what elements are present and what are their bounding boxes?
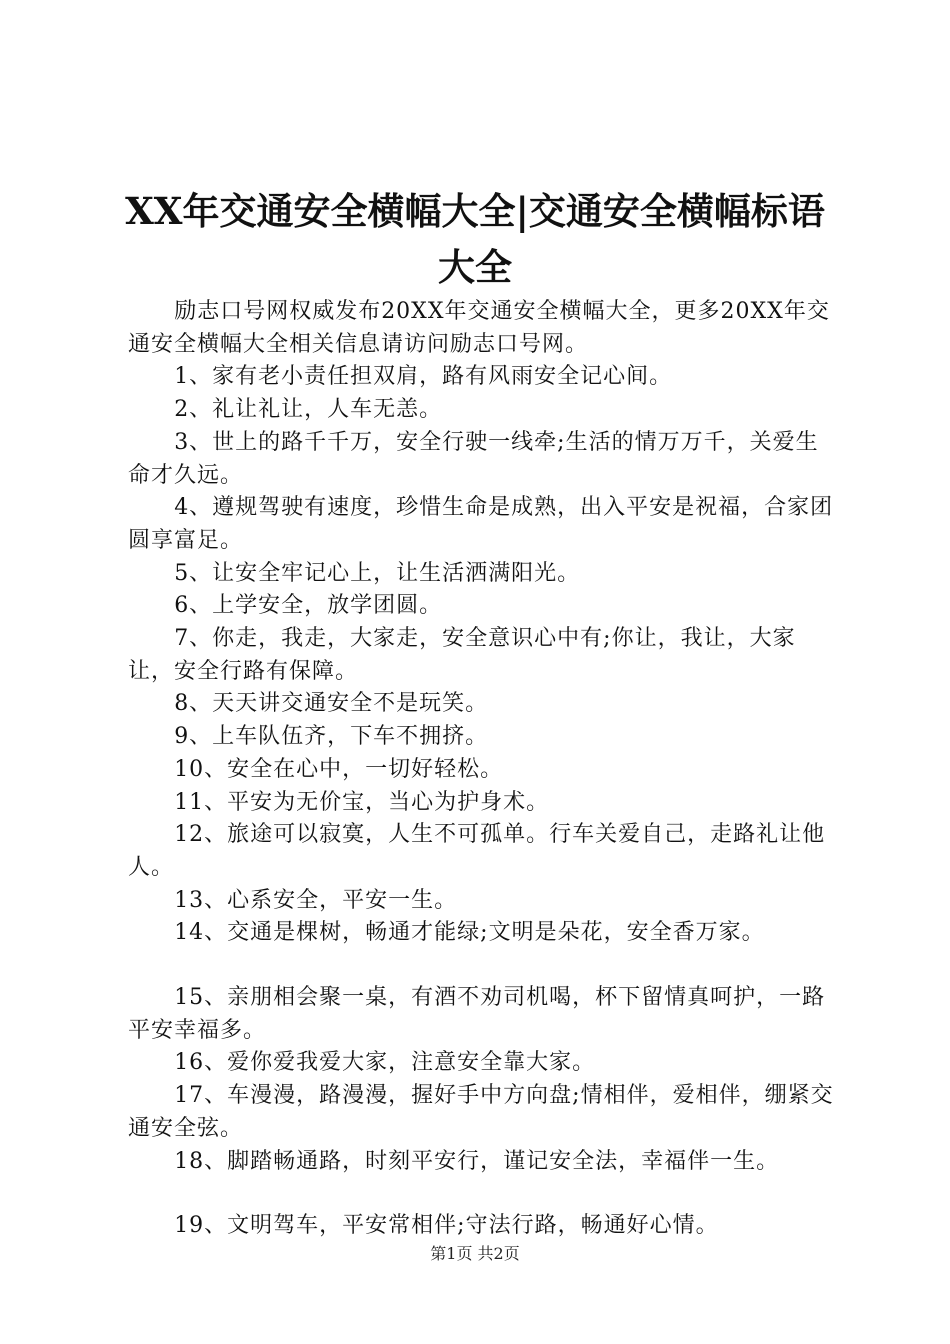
slogan-item: 13、心系安全，平安一生。 bbox=[174, 887, 458, 913]
slogan-item: 12、旅途可以寂寞，人生不可孤单。行车关爱自己，走路礼让他人。 bbox=[128, 822, 826, 880]
document-body bbox=[128, 296, 840, 1243]
slogan-item: 4、遵规驾驶有速度，珍惜生命是成熟，出入平安是祝福，合家团圆享富足。 bbox=[128, 495, 834, 553]
slogan-item: 17、车漫漫，路漫漫，握好手中方向盘;情相伴，爱相伴，绷紧交通安全弦。 bbox=[128, 1083, 834, 1141]
slogan-item: 6、上学安全，放学团圆。 bbox=[174, 593, 443, 619]
slogan-item: 2、礼让礼让，人车无恙。 bbox=[174, 397, 443, 423]
slogan-item: 15、亲朋相会聚一桌，有酒不劝司机喝，杯下留情真呵护，一路平安幸福多。 bbox=[128, 985, 826, 1043]
slogan-item: 14、交通是棵树，畅通才能绿;文明是朵花，安全香万家。 bbox=[174, 920, 765, 946]
slogan-item: 19、文明驾车，平安常相伴;守法行路，畅通好心情。 bbox=[174, 1213, 719, 1239]
slogan-item: 8、天天讲交通安全不是玩笑。 bbox=[174, 691, 489, 717]
slogan-item: 1、家有老小责任担双肩，路有风雨安全记心间。 bbox=[174, 364, 673, 390]
slogan-item: 7、你走，我走，大家走，安全意识心中有;你让，我让，大家让，安全行路有保障。 bbox=[128, 626, 796, 684]
slogan-item: 9、上车队伍齐，下车不拥挤。 bbox=[174, 724, 489, 750]
slogan-item: 18、脚踏畅通路，时刻平安行，谨记安全法，幸福伴一生。 bbox=[174, 1148, 780, 1174]
intro-paragraph: 励志口号网权威发布20XX年交通安全横幅大全，更多20XX年交通安全横幅大全相关信息请访问励志口号网。 bbox=[128, 299, 830, 357]
slogan-item: 5、让安全牢记心上，让生活洒满阳光。 bbox=[174, 560, 581, 586]
page-number-footer: 第1页 共2页 bbox=[430, 1244, 520, 1263]
document-title: XX年交通安全横幅大全|交通安全横幅标语大全 bbox=[125, 189, 825, 289]
slogan-item: 11、平安为无价宝，当心为护身术。 bbox=[174, 789, 550, 815]
slogan-item: 10、安全在心中，一切好轻松。 bbox=[174, 756, 504, 782]
slogan-item: 16、爱你爱我爱大家，注意安全靠大家。 bbox=[174, 1050, 596, 1076]
slogan-item: 3、世上的路千千万，安全行驶一线牵;生活的情万万千，关爱生命才久远。 bbox=[128, 429, 819, 488]
